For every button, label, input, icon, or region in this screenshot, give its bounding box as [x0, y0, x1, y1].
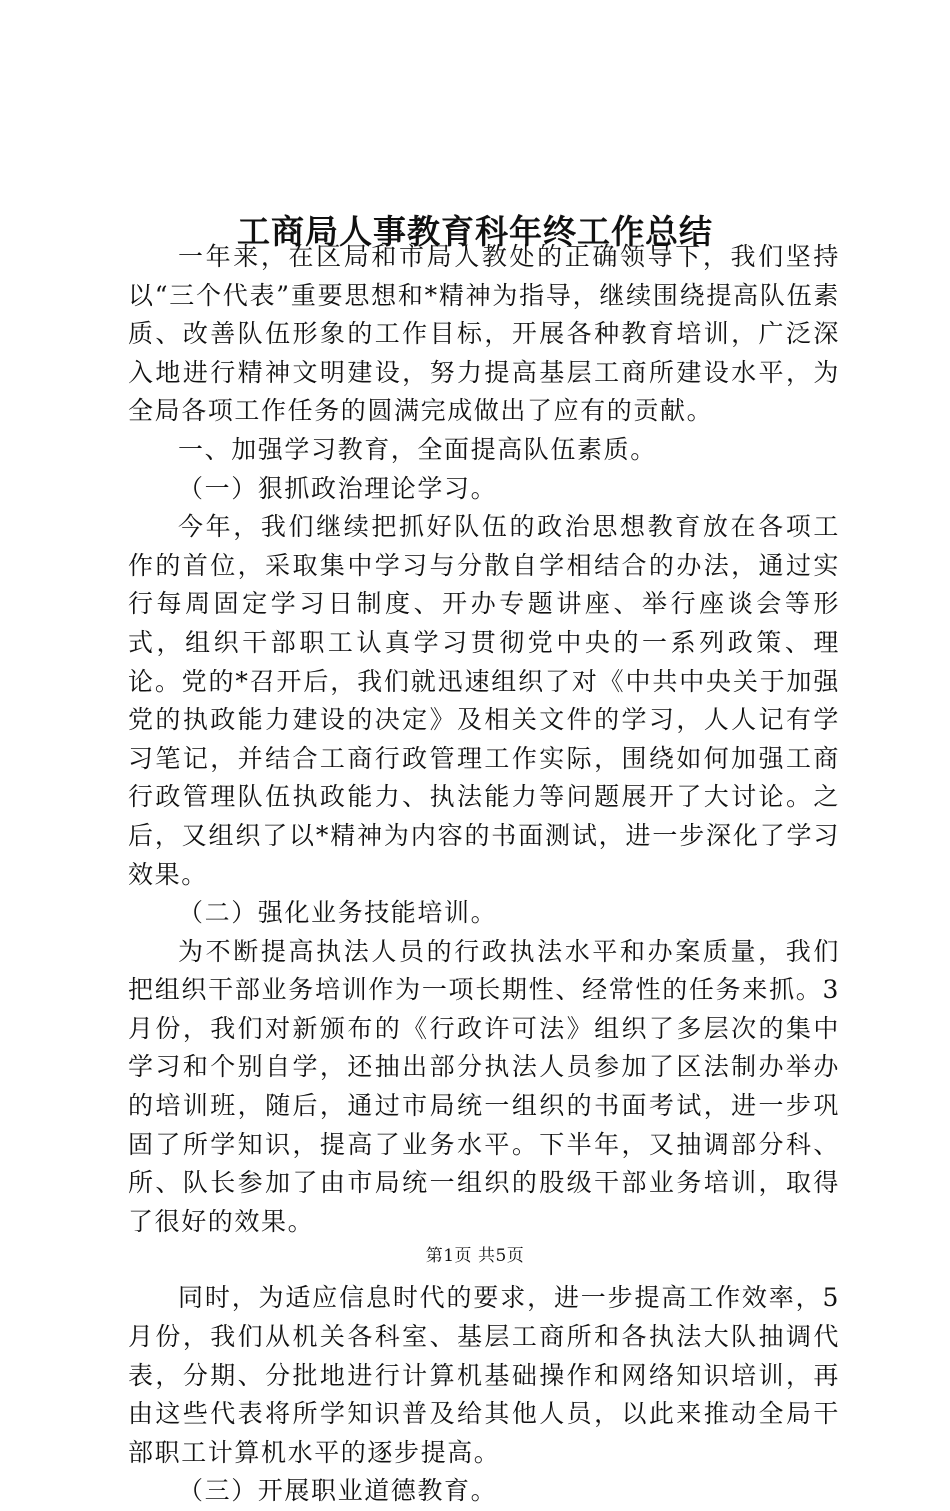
page-number: 第1页 共5页 [425, 1246, 525, 1266]
paragraph-political-study: 今年，我们继续把抓好队伍的政治思想教育放在各项工作的首位，采取集中学习与分散自学相结合的办法，通过实行每周固定学习日制度、开办专题讲座、举行座谈会等形式，组织干部职工认真学习贯彻党中央的一系列政策、理论。党的*召开后，我们就迅速组织了对《中共中央关于加强党的执政能力建设的决定》及相关文件的学习，人人记有学习笔记，并结合工商行政管理工作实际，围绕如何加强工商行政管理队伍执政能力、执法能力等问题展开了大讨论。之后，又组织了以*精神为内容的书面测试，进一步深化了学习效果。 [128, 512, 840, 889]
document-body [128, 238, 840, 1511]
document-title: 工商局人事教育科年终工作总结 [237, 212, 713, 252]
subsection-heading-2: （二）强化业务技能培训。 [178, 898, 498, 928]
subsection-heading-1: （一）狠抓政治理论学习。 [178, 473, 498, 503]
paragraph-intro: 一年来，在区局和市局人教处的正确领导下，我们坚持以“三个代表”重要思想和*精神为指导，继续围绕提高队伍素质、改善队伍形象的工作目标，开展各种教育培训，广泛深入地进行精神文明建设，努力提高基层工商所建设水平，为全局各项工作任务的圆满完成做出了应有的贡献。 [128, 242, 840, 426]
section-heading-1: 一、加强学习教育，全面提高队伍素质。 [178, 434, 657, 464]
paragraph-business-training: 为不断提高执法人员的行政执法水平和办案质量，我们把组织干部业务培训作为一项长期性、经常性的任务来抓。3月份，我们对新颁布的《行政许可法》组织了多层次的集中学习和个别自学，还抽出部分执法人员参加了区法制办举办的培训班，随后，通过市局统一组织的书面考试，进一步巩固了所学知识，提高了业务水平。下半年，又抽调部分科、所、队长参加了由市局统一组织的股级干部业务培训，取得了很好的效果。 [128, 936, 840, 1236]
subsection-heading-3: （三）开展职业道德教育。 [178, 1476, 498, 1506]
paragraph-computer-training: 同时，为适应信息时代的要求，进一步提高工作效率，5月份，我们从机关各科室、基层工商所和各执法大队抽调代表，分期、分批地进行计算机基础操作和网络知识培训，再由这些代表将所学知识普及给其他人员，以此来推动全局干部职工计算机水平的逐步提高。 [128, 1283, 840, 1467]
